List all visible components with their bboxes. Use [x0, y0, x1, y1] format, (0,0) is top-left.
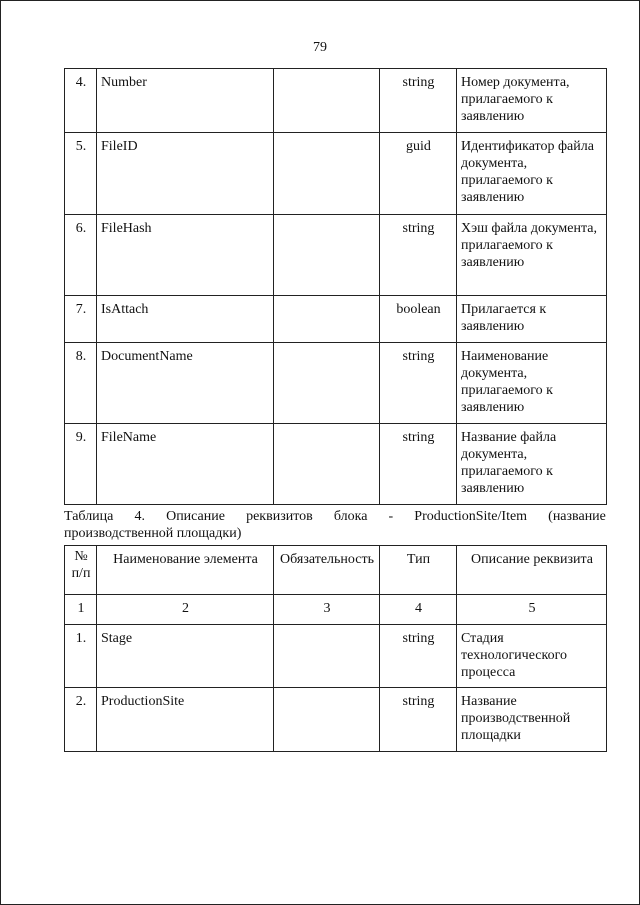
header-required: Обязательность: [274, 546, 380, 595]
caption-word: -: [388, 509, 394, 524]
row-number: 7.: [65, 296, 97, 343]
table-row: [65, 688, 607, 752]
header-number: № п/п: [65, 546, 97, 595]
row-number: 1.: [65, 625, 97, 688]
required-cell: [274, 296, 380, 343]
table-row: [65, 625, 607, 688]
element-name: Number: [97, 69, 274, 133]
description-cell: Стадия технологического процесса: [457, 625, 607, 688]
caption-word: Описание: [166, 509, 225, 524]
element-name: FileID: [97, 133, 274, 215]
caption-word: ProductionSite/Item: [414, 509, 528, 524]
type-cell: string: [380, 343, 457, 424]
element-name: DocumentName: [97, 343, 274, 424]
description-cell: Идентификатор файла документа, прилагаемого к заявлению: [457, 133, 607, 215]
table-row: [65, 215, 607, 296]
type-cell: string: [380, 625, 457, 688]
required-cell: [274, 424, 380, 505]
element-name: Stage: [97, 625, 274, 688]
header-element-name: Наименование элемента: [97, 546, 274, 595]
table-caption: [64, 508, 606, 542]
column-index: 4: [380, 595, 457, 625]
table-row: [65, 424, 607, 505]
column-index-row: [65, 595, 607, 625]
header-description: Описание реквизита: [457, 546, 607, 595]
type-cell: string: [380, 424, 457, 505]
table-header-row: [65, 546, 607, 595]
description-cell: Прилагается к заявлению: [457, 296, 607, 343]
column-index: 3: [274, 595, 380, 625]
element-name: FileHash: [97, 215, 274, 296]
required-cell: [274, 343, 380, 424]
table-3-continuation: [64, 68, 607, 505]
required-cell: [274, 625, 380, 688]
required-cell: [274, 69, 380, 133]
table-row: [65, 69, 607, 133]
description-cell: Наименование документа, прилагаемого к заявлению: [457, 343, 607, 424]
type-cell: boolean: [380, 296, 457, 343]
description-cell: Название производственной площадки: [457, 688, 607, 752]
type-cell: string: [380, 69, 457, 133]
header-type: Тип: [380, 546, 457, 595]
caption-word: реквизитов: [246, 509, 313, 524]
column-index: 1: [65, 595, 97, 625]
description-cell: Хэш файла документа, прилагаемого к заявлению: [457, 215, 607, 296]
caption-word: (название: [548, 509, 606, 524]
type-cell: string: [380, 215, 457, 296]
caption-line-1: [64, 508, 606, 525]
description-cell: Название файла документа, прилагаемого к заявлению: [457, 424, 607, 505]
row-number: 4.: [65, 69, 97, 133]
page-number: 79: [313, 40, 327, 55]
table-row: [65, 296, 607, 343]
caption-word: 4.: [134, 509, 145, 524]
element-name: FileName: [97, 424, 274, 505]
required-cell: [274, 688, 380, 752]
row-number: 9.: [65, 424, 97, 505]
column-index: 2: [97, 595, 274, 625]
type-cell: guid: [380, 133, 457, 215]
row-number: 8.: [65, 343, 97, 424]
table-row: [65, 133, 607, 215]
table-4: [64, 545, 607, 752]
caption-line-2: производственной площадки): [64, 526, 242, 541]
required-cell: [274, 215, 380, 296]
description-cell: Номер документа, прилагаемого к заявлению: [457, 69, 607, 133]
caption-word: блока: [333, 509, 368, 524]
row-number: 6.: [65, 215, 97, 296]
type-cell: string: [380, 688, 457, 752]
element-name: IsAttach: [97, 296, 274, 343]
row-number: 2.: [65, 688, 97, 752]
row-number: 5.: [65, 133, 97, 215]
column-index: 5: [457, 595, 607, 625]
required-cell: [274, 133, 380, 215]
table-row: [65, 343, 607, 424]
element-name: ProductionSite: [97, 688, 274, 752]
caption-word: Таблица: [64, 509, 114, 524]
